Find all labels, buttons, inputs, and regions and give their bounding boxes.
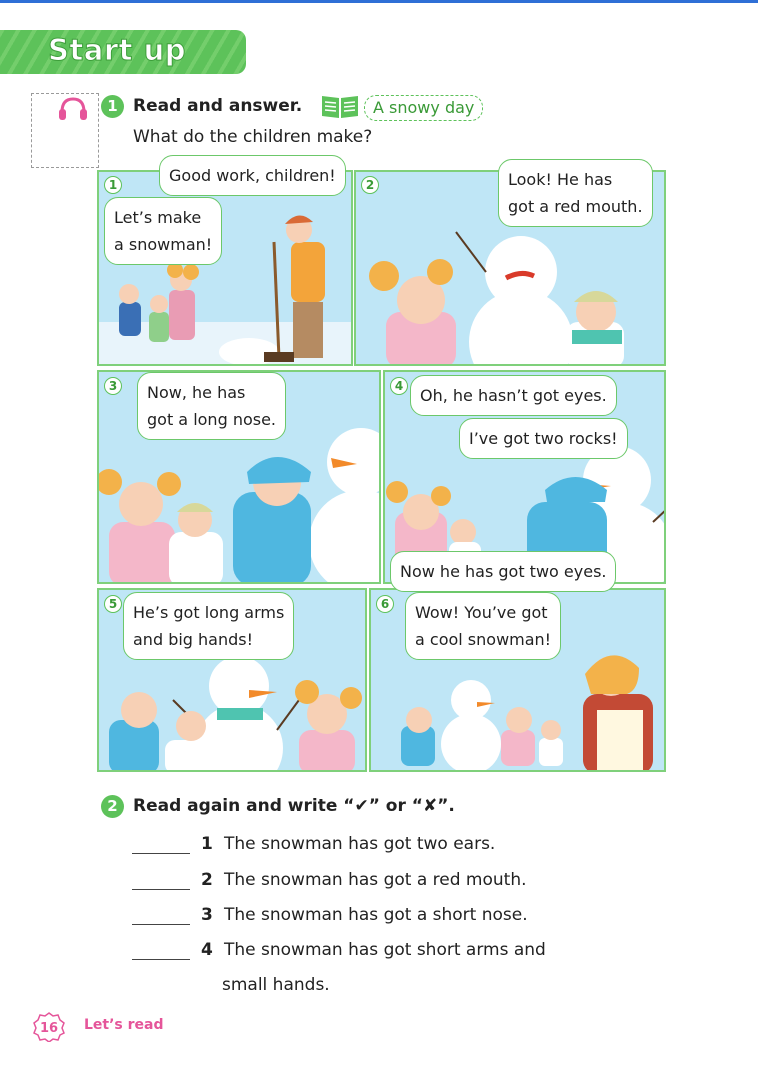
bubble-line: I’ve got two rocks! [469,429,618,448]
bubble-line: He’s got long arms [133,603,285,622]
answer-blank-1[interactable] [132,853,190,854]
bubble-line: Look! He has [508,170,613,189]
section-title: Start up [48,33,186,67]
exercise-1-instruction: Read and answer. [133,96,303,116]
answer-blank-3[interactable] [132,924,190,925]
bubble-line: Let’s make [114,208,202,227]
item-3-text: The snowman has got a short nose. [224,905,528,925]
panel-2-number: 2 [361,176,379,194]
panel-4-bubble-3 [390,551,616,592]
panel-4-bubble-2 [459,418,628,459]
footer-section-label: Let’s read [84,1017,164,1033]
panel-3-bubble [137,372,286,440]
bubble-line: a snowman! [114,235,213,254]
panel-1-bubble-teacher [159,155,346,196]
bubble-line: Oh, he hasn’t got eyes. [420,386,607,405]
panel-5-number: 5 [104,595,122,613]
exercise-2-number: 2 [101,795,124,818]
item-1-number: 1 [201,834,213,854]
panel-6-number: 6 [376,595,394,613]
bubble-line: Now he has got two eyes. [400,562,607,581]
item-2-number: 2 [201,870,213,890]
panel-6-bubble [405,592,561,660]
bubble-line: Good work, children! [169,166,336,185]
bubble-line: Now, he has [147,383,246,402]
story-title-tag: A snowy day [364,95,483,121]
bubble-line: Wow! You’ve got [415,603,548,622]
bubble-line: got a long nose. [147,410,277,429]
panel-4-bubble-1 [410,375,617,416]
item-4-number: 4 [201,940,213,960]
panel-1-number: 1 [104,176,122,194]
panel-5-bubble [123,592,294,660]
bubble-line: got a red mouth. [508,197,643,216]
page-number: 16 [39,1021,59,1036]
headphones-icon[interactable] [58,96,88,122]
item-2-text: The snowman has got a red mouth. [224,870,527,890]
bubble-line: and big hands! [133,630,254,649]
answer-blank-4[interactable] [132,959,190,960]
exercise-1-question: What do the children make? [133,127,373,147]
panel-2-bubble [498,159,653,227]
section-banner [0,30,246,74]
top-rule [0,0,758,3]
item-4-text-continued: small hands. [222,975,330,995]
item-4-text: The snowman has got short arms and [224,940,546,960]
exercise-1-number: 1 [101,95,124,118]
item-3-number: 3 [201,905,213,925]
panel-1-bubble-child [104,197,222,265]
bubble-line: a cool snowman! [415,630,552,649]
panel-4-number: 4 [390,377,408,395]
page-number-badge [33,1012,65,1042]
answer-blank-2[interactable] [132,889,190,890]
book-icon [320,92,360,120]
panel-3-number: 3 [104,377,122,395]
item-1-text: The snowman has got two ears. [224,834,496,854]
exercise-2-instruction: Read again and write “✔” or “✘”. [133,796,455,816]
